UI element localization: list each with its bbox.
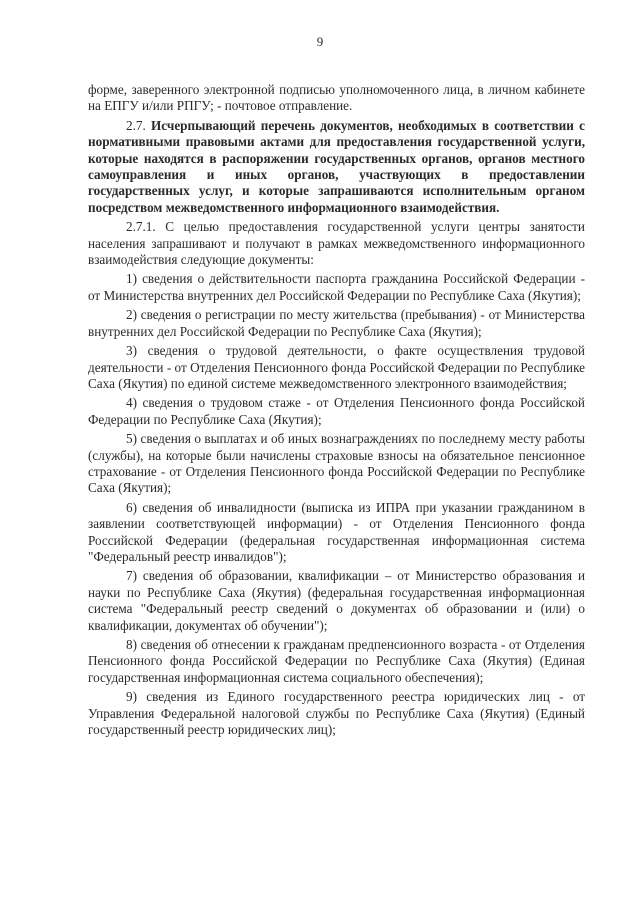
list-item-5: 5) сведения о выплатах и об иных вознаграждениях по последнему месту работы (службы), на которые были начислены страховые взносы на обязательное пенсионное страхование - от Отделения Пенсионного фонда Российской Федерации по Республике Саха (Якутия);: [88, 431, 585, 496]
list-item-2: 2) сведения о регистрации по месту жительства (пребывания) - от Министерства внутренних дел Российской Федерации по Республике Саха (Якутия);: [88, 307, 585, 339]
paragraph-continuation: форме, заверенного электронной подписью уполномоченного лица, в личном кабинете на ЕПГУ и/или РПГУ; - почтовое отправление.: [88, 82, 585, 114]
document-body: [88, 82, 585, 741]
list-item-8: 8) сведения об отнесении к гражданам предпенсионного возраста - от Отделения Пенсионного фонда Российской Федерации по Республике Саха (Якутия) (Единая государственная информационная система социального обеспечения);: [88, 637, 585, 685]
section-heading-2-7: [88, 118, 585, 216]
list-item-9: 9) сведения из Единого государственного реестра юридических лиц - от Управления Федеральной налоговой службы по Республике Саха (Якутия) (Единый государственный реестр юридических лиц);: [88, 689, 585, 738]
list-item-4: 4) сведения о трудовом стаже - от Отделения Пенсионного фонда Российской Федерации по Республике Саха (Якутия);: [88, 395, 585, 427]
list-item-6: 6) сведения об инвалидности (выписка из ИПРА при указании гражданином в заявлении соответствующей информации) - от Отделения Пенсионного фонда Российской Федерации (федеральная государственная информационная система "Федеральный реестр инвалидов");: [88, 499, 585, 564]
page-number: 9: [316, 34, 324, 49]
section-heading-text: Исчерпывающий перечень документов, необходимых в соответствии с нормативными правовыми актами для предоставления государственной услуги, которые находятся в распоряжении государственных органов, органов местного самоуправления и иных органов, участвующих в предоставлении государственных услуг, и которые запрашиваются исполнительным органом посредством межведомственного информационного взаимодействия.: [88, 117, 585, 215]
section-number: 2.7.: [126, 117, 146, 133]
list-item-7: 7) сведения об образовании, квалификации – от Министерство образования и науки по Республике Саха (Якутия) (федеральная государственная информационная система "Федеральный реестр сведений о документах об образовании и (или) о квалификации, документах об обучении");: [88, 568, 585, 633]
list-item-1: 1) сведения о действительности паспорта гражданина Российской Федерации - от Министерства внутренних дел Российской Федерации по Республике Саха (Якутия);: [88, 271, 585, 303]
paragraph-2-7-1: 2.7.1. С целью предоставления государственной услуги центры занятости населения запрашивают и получают в рамках межведомственного информационного взаимодействия следующие документы:: [88, 219, 585, 268]
list-item-3: 3) сведения о трудовой деятельности, о факте осуществления трудовой деятельности - от Отделения Пенсионного фонда Российской Федерации по Республике Саха (Якутия) по единой системе межведомственного электронного взаимодействия;: [88, 343, 585, 391]
